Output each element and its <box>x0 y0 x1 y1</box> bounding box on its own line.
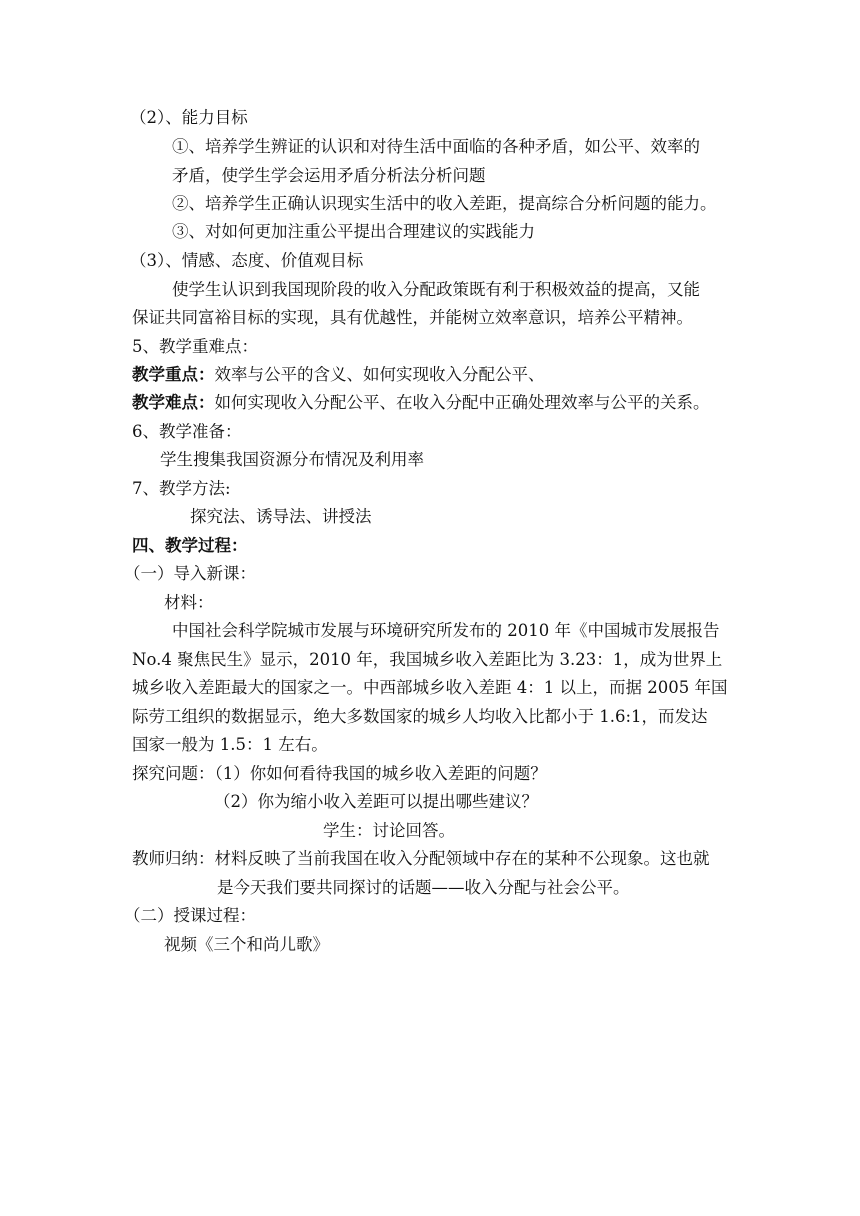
ability-item-1-line-2: 矛盾，使学生学会运用矛盾分析法分析问题 <box>172 166 486 185</box>
emotion-heading: （3）、情感、态度、价值观目标 <box>130 251 364 270</box>
teaching-heading: （二）授课过程： <box>124 906 256 925</box>
material-line-3: 城乡收入差距最大的国家之一。中西部城乡收入差距 4：1 以上，而据 2005 年国 <box>132 678 728 697</box>
ability-heading: （2）、能力目标 <box>130 108 248 127</box>
focus-label: 教学重点： <box>132 365 215 384</box>
ability-item-3: ③、对如何更加注重公平提出合理建议的实践能力 <box>172 222 535 241</box>
ability-item-2: ②、培养学生正确认识现实生活中的收入差距，提高综合分析问题的能力。 <box>172 194 717 213</box>
material-label: 材料： <box>164 593 214 612</box>
methods-heading: 7、教学方法: <box>132 479 231 498</box>
video-line: 视频《三个和尚儿歌》 <box>164 935 329 954</box>
preparation-text: 学生搜集我国资源分布情况及利用率 <box>160 450 424 469</box>
summary-line-2: 是今天我们要共同探讨的话题——收入分配与社会公平。 <box>217 878 630 897</box>
material-line-4: 际劳工组织的数据显示，绝大多数国家的城乡人均收入比都小于 1.6:1，而发达 <box>132 707 708 726</box>
summary-line-1: 教师归纳：材料反映了当前我国在收入分配领域中存在的某种不公现象。这也就 <box>132 849 710 868</box>
focus-line <box>132 360 545 389</box>
process-heading: 四、教学过程： <box>132 536 248 555</box>
material-line-5: 国家一般为 1.5：1 左右。 <box>132 735 328 754</box>
preparation-heading: 6、教学准备： <box>132 422 242 441</box>
question-1: 探究问题：（1）你如何看待我国的城乡收入差距的问题？ <box>132 764 547 783</box>
question-2: （2）你为缩小收入差距可以提出哪些建议？ <box>214 792 538 811</box>
intro-heading: （一）导入新课： <box>124 564 256 583</box>
material-line-2: No.4 聚焦民生》显示，2010 年，我国城乡收入差距比为 3.23：1，成为世界上 <box>132 650 723 669</box>
difficulty-line <box>132 388 710 417</box>
ability-item-1-line-1: ①、培养学生辨证的认识和对待生活中面临的各种矛盾，如公平、效率的 <box>172 137 700 156</box>
focus-text: 效率与公平的含义、如何实现收入分配公平、 <box>214 365 545 384</box>
key-points-heading: 5、教学重难点： <box>132 337 258 356</box>
difficulty-label: 教学难点： <box>132 393 215 412</box>
emotion-para-line-1: 使学生认识到我国现阶段的收入分配政策既有利于积极效益的提高，又能 <box>172 280 700 299</box>
difficulty-text: 如何实现收入分配公平、在收入分配中正确处理效率与公平的关系。 <box>214 393 710 412</box>
emotion-para-line-2: 保证共同富裕目标的实现，具有优越性，并能树立效率意识，培养公平精神。 <box>132 308 693 327</box>
material-line-1: 中国社会科学院城市发展与环境研究所发布的 2010 年《中国城市发展报告 <box>172 621 720 640</box>
student-response: 学生：讨论回答。 <box>323 821 455 840</box>
methods-text: 探究法、诱导法、讲授法 <box>190 507 372 526</box>
